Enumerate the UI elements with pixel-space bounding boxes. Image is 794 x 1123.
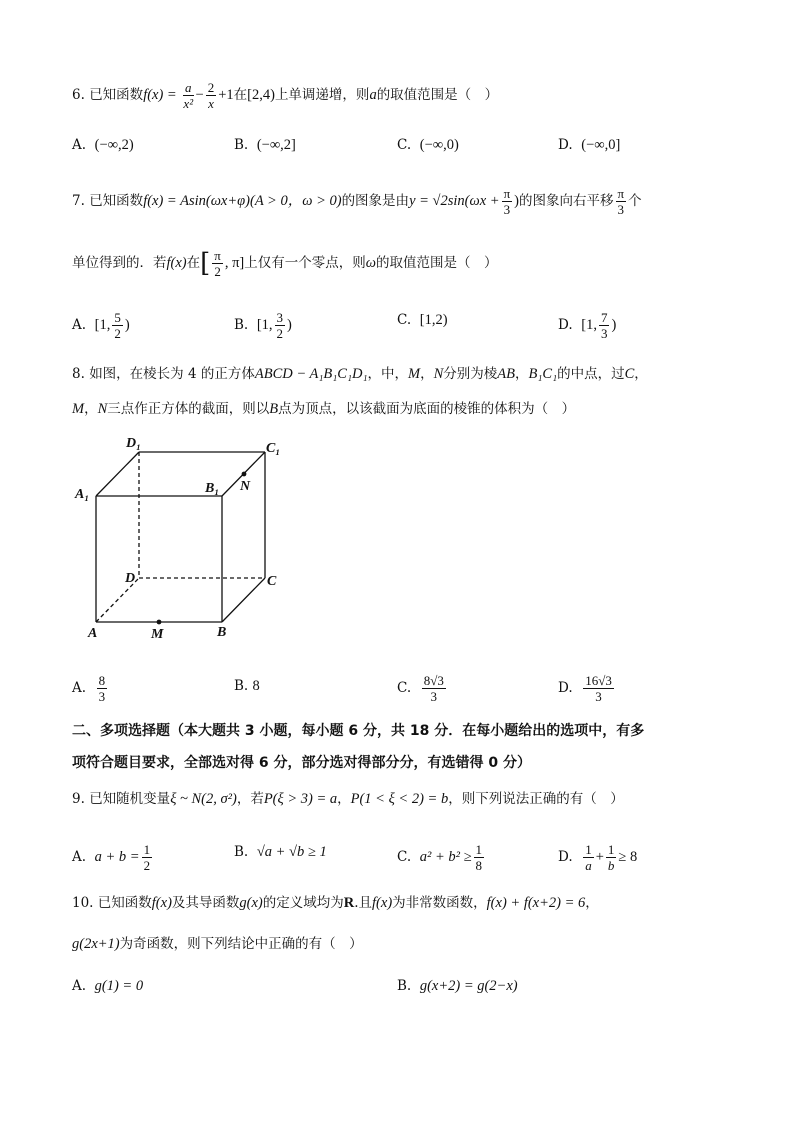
option-text: g(x+2) = g(2−x) xyxy=(419,978,518,994)
point-m xyxy=(157,620,162,625)
q6-tail: +1 xyxy=(218,87,234,103)
option-label: A. xyxy=(72,978,87,994)
q6-var: a xyxy=(369,87,377,103)
q8-cube-name: ABCD − A₁B₁C₁D₁ xyxy=(254,366,368,382)
option-pre: [1, xyxy=(94,317,111,333)
q8-m2: M xyxy=(72,401,85,417)
q8-comma: ， xyxy=(420,366,434,382)
option-post: ) xyxy=(611,317,617,333)
q8-line2-a: 三点作正方体的截面，则以 xyxy=(107,401,270,417)
option-num: 8√3 xyxy=(423,673,444,688)
option-den2: b xyxy=(607,858,615,873)
q8-line2-b: 点为顶点，以该截面为底面的棱锥的体积为（ ） xyxy=(278,401,576,417)
q10-option-b[interactable] xyxy=(397,976,518,996)
q10-e: 为非常数函数， xyxy=(392,895,487,911)
option-label: A. xyxy=(72,317,87,333)
q8-line1-c: 分别为棱 xyxy=(443,366,498,382)
q8-option-b[interactable] xyxy=(234,676,260,696)
label-b: B xyxy=(217,625,227,640)
q10-stem-line1 xyxy=(72,893,599,913)
option-label: B. xyxy=(397,978,412,994)
option-pre: a² + b² ≥ xyxy=(419,849,472,865)
q6-option-b[interactable] xyxy=(234,135,296,155)
q7-frac-den: 3 xyxy=(503,202,511,217)
q7-end: 个 xyxy=(628,193,642,209)
label-d1: D₁ xyxy=(126,436,141,451)
option-text: √a + √b ≥ 1 xyxy=(256,844,327,860)
cube-figure xyxy=(72,432,302,647)
label-n: N xyxy=(240,479,251,494)
q9-p2: P(1 < ξ < 2) = b xyxy=(350,791,449,807)
q6-minus: − xyxy=(195,87,204,103)
option-pre: a + b = xyxy=(94,849,140,865)
q10-b: 及其导函数 xyxy=(171,895,240,911)
q8-option-a[interactable] xyxy=(72,673,109,704)
q7-stem-line1 xyxy=(72,186,642,217)
option-frac xyxy=(583,673,614,704)
q7-omega: ω xyxy=(365,255,377,271)
q10-a: 已知函数 xyxy=(97,895,152,911)
q7-option-a[interactable] xyxy=(72,310,130,341)
q10-eq: f(x) + f(x+2) = 6 xyxy=(486,895,586,911)
option-text: 8 xyxy=(252,678,260,694)
q7-line2-c: 上仅有一个零点，则 xyxy=(244,255,366,271)
q7-interval-den: 2 xyxy=(214,264,221,279)
q7-interval-right: , π] xyxy=(224,255,245,271)
q7-func: f(x) = Asin(ωx+φ)(A > 0，ω > 0) xyxy=(143,193,342,209)
q7-interval-num: π xyxy=(214,248,221,263)
q6-option-c[interactable] xyxy=(397,135,459,155)
q8-comma2: ， xyxy=(515,366,529,382)
point-n xyxy=(242,472,247,477)
option-num: 3 xyxy=(276,310,284,325)
label-c: C xyxy=(267,574,277,589)
q9-p1: P(ξ > 3) = a xyxy=(263,791,338,807)
q7-expr-b: ) xyxy=(514,193,519,209)
option-text: (−∞,2) xyxy=(94,137,134,153)
option-frac xyxy=(275,310,286,341)
q9-d: ，则下列说法正确的有（ ） xyxy=(448,791,624,807)
option-pre: [1, xyxy=(581,317,597,333)
section-heading-line1: 二、多项选择题（本大题共 3 小题，每小题 6 分，共 18 分．在每小题给出的选项中，有多 xyxy=(72,723,645,739)
q6-suffix1: 上单调递增，则 xyxy=(274,87,370,103)
q10-number: 10. xyxy=(72,895,94,911)
q10-end: ， xyxy=(585,895,599,911)
option-label: C. xyxy=(397,312,412,328)
option-post: ) xyxy=(287,317,292,333)
option-label: D. xyxy=(558,317,573,333)
q8-number: 8. xyxy=(72,366,85,382)
option-num1: 1 xyxy=(585,842,592,857)
label-m: M xyxy=(151,627,164,642)
q8-m: M xyxy=(408,366,421,382)
option-label: A. xyxy=(72,849,87,865)
option-den: 2 xyxy=(276,326,284,341)
q7-line2-func: f(x) xyxy=(166,255,187,271)
q10-d: .且 xyxy=(354,895,373,911)
q7-number: 7. xyxy=(72,193,85,209)
q6-mid: 在 xyxy=(233,87,248,103)
edge-a1d1 xyxy=(96,452,139,496)
q10-c: 的定义域均为 xyxy=(262,895,344,911)
option-label: B. xyxy=(234,844,249,860)
q7-stem-line2 xyxy=(72,248,498,279)
q9-option-c[interactable] xyxy=(397,842,486,873)
q9-a: 已知随机变量 xyxy=(89,791,171,807)
q6-suffix2: 的取值范围是（ ） xyxy=(376,87,499,103)
option-label: C. xyxy=(397,137,412,153)
q6-frac2-den: x xyxy=(208,96,214,111)
option-num: 16√3 xyxy=(585,673,612,688)
q7-frac-shift xyxy=(616,186,627,217)
label-b1: B₁ xyxy=(205,481,220,496)
option-text: (−∞,0] xyxy=(581,137,621,153)
q6-number: 6. xyxy=(72,87,85,103)
q7-option-c[interactable] xyxy=(397,310,448,330)
q8-comma3: ， xyxy=(634,366,648,382)
option-post: ) xyxy=(124,317,130,333)
q10-f: f(x) xyxy=(151,895,172,911)
option-text: (−∞,0) xyxy=(419,137,459,153)
option-frac xyxy=(599,310,610,341)
q9-option-d[interactable] xyxy=(558,842,637,873)
q8-stem-line1 xyxy=(72,364,648,384)
option-text: [1,2) xyxy=(419,312,448,328)
option-label: A. xyxy=(72,137,87,153)
q9-stem xyxy=(72,789,624,809)
option-frac2 xyxy=(606,842,617,873)
q7-option-d[interactable] xyxy=(558,310,616,341)
q8-line1-b: ，中， xyxy=(367,366,409,382)
q6-stem xyxy=(72,80,498,111)
option-num: 7 xyxy=(600,310,608,325)
option-text: (−∞,2] xyxy=(256,137,296,153)
q6-prefix: 已知函数 xyxy=(89,87,144,103)
q9-dist: ξ ~ N(2, σ²) xyxy=(170,791,237,807)
q7-prefix: 已知函数 xyxy=(89,193,144,209)
q6-frac2 xyxy=(206,80,217,111)
q7-line2-a: 单位得到的．若 xyxy=(72,255,167,271)
q8-n: N xyxy=(433,366,444,382)
q8-line1-a: 如图，在棱长为 4 的正方体 xyxy=(89,366,255,382)
q6-frac1-den: x² xyxy=(183,96,194,111)
label-d: D xyxy=(125,571,136,586)
option-den: 3 xyxy=(430,689,438,704)
q6-frac1 xyxy=(183,80,194,111)
label-c1: C₁ xyxy=(266,441,281,456)
q6-interval: [2,4) xyxy=(247,87,275,103)
q8-option-c[interactable] xyxy=(397,673,448,704)
option-frac xyxy=(97,673,108,704)
option-mid: + xyxy=(595,849,604,865)
q7-interval-left: [ xyxy=(200,248,211,279)
option-label: D. xyxy=(558,137,573,153)
option-num2: 1 xyxy=(607,842,615,857)
q7-mid1: 的图象是由 xyxy=(341,193,410,209)
option-label: A. xyxy=(72,680,87,696)
q7-option-b[interactable] xyxy=(234,310,292,341)
q7-shift-den: 3 xyxy=(617,202,625,217)
option-label: B. xyxy=(234,137,249,153)
option-text: g(1) = 0 xyxy=(94,978,144,994)
q8-b1c1: B₁C₁ xyxy=(528,366,558,382)
q8-b: B xyxy=(269,401,279,417)
option-pre: [1, xyxy=(256,317,273,333)
option-frac xyxy=(112,310,123,341)
option-den: 3 xyxy=(600,326,608,341)
q7-frac-num: π xyxy=(503,186,511,201)
option-label: D. xyxy=(558,680,573,696)
option-den: 3 xyxy=(98,689,106,704)
q8-n2: N xyxy=(97,401,108,417)
option-frac1 xyxy=(583,842,594,873)
option-num: 1 xyxy=(143,842,151,857)
q9-b: ，若 xyxy=(236,791,264,807)
option-den: 2 xyxy=(114,326,121,341)
option-num: 8 xyxy=(98,673,106,688)
option-frac xyxy=(474,842,485,873)
option-num: 5 xyxy=(114,310,121,325)
option-den: 8 xyxy=(475,858,483,873)
q6-option-a[interactable] xyxy=(72,135,134,155)
q10-line2-expr: g(2x+1) xyxy=(72,936,120,952)
option-label: D. xyxy=(558,849,573,865)
q10-option-a[interactable] xyxy=(72,976,143,996)
q8-comma4: ， xyxy=(84,401,98,417)
q10-line2-text: 为奇函数，则下列结论中正确的有（ ） xyxy=(119,936,363,952)
option-label: C. xyxy=(397,849,412,865)
q10-g: g(x) xyxy=(239,895,263,911)
q6-func: f(x) = xyxy=(143,87,177,103)
option-label: B. xyxy=(234,317,249,333)
q7-line2-d: 的取值范围是（ ） xyxy=(376,255,498,271)
q7-frac-pi3 xyxy=(502,186,513,217)
q9-option-b[interactable] xyxy=(234,842,327,862)
option-label: B. xyxy=(234,678,249,694)
q8-line1-d: 的中点，过 xyxy=(557,366,625,382)
q7-interval-frac xyxy=(212,248,223,279)
q8-ab: AB xyxy=(497,366,515,382)
q10-f2: f(x) xyxy=(372,895,393,911)
q7-expr-a: y = √2sin(ωx + xyxy=(409,193,500,209)
q6-option-d[interactable] xyxy=(558,135,620,155)
q9-number: 9. xyxy=(72,791,85,807)
q8-option-d[interactable] xyxy=(558,673,616,704)
option-den1: a xyxy=(585,858,592,873)
q8-c: C xyxy=(624,366,635,382)
q6-frac2-num: 2 xyxy=(207,80,215,95)
q9-c: ， xyxy=(337,791,351,807)
q8-stem-line2 xyxy=(72,399,575,419)
option-label: C. xyxy=(397,680,412,696)
edge-bc xyxy=(222,578,265,622)
q6-frac1-num: a xyxy=(185,80,192,95)
label-a1: A₁ xyxy=(75,487,90,502)
q7-shift-num: π xyxy=(617,186,625,201)
option-num: 1 xyxy=(475,842,483,857)
q10-stem-line2 xyxy=(72,934,363,954)
q9-option-a[interactable] xyxy=(72,842,154,873)
q10-r: R xyxy=(343,895,355,911)
option-den: 2 xyxy=(143,858,151,873)
section-heading-line2: 项符合题目要求，全部选对得 6 分，部分选对得部分分，有选错得 0 分） xyxy=(72,755,531,771)
option-post: ≥ 8 xyxy=(618,849,638,865)
option-frac xyxy=(422,673,446,704)
q7-line2-b: 在 xyxy=(186,255,201,271)
label-a: A xyxy=(88,626,98,641)
q7-mid2: 的图象向右平移 xyxy=(519,193,614,209)
option-frac xyxy=(142,842,153,873)
option-den: 3 xyxy=(595,689,602,704)
